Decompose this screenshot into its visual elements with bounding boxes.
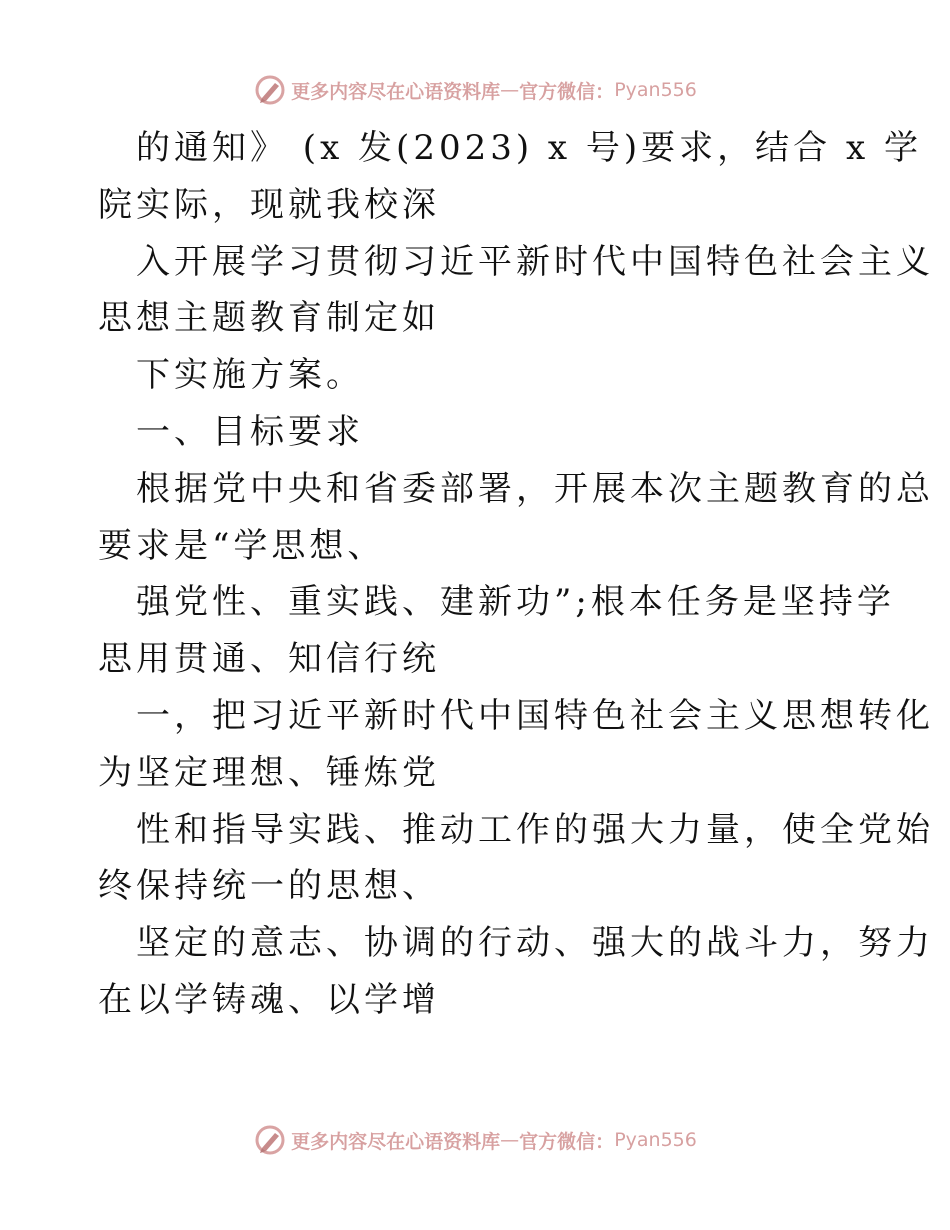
body-line: 坚定的意志、协调的行动、强大的战斗力，努力	[136, 923, 934, 964]
section-heading: 一、目标要求	[136, 411, 364, 452]
footer-watermark	[0, 1120, 950, 1160]
watermark-wechat-id: Pyan556	[614, 79, 697, 101]
body-line: 强党性、重实践、建新功”;根本任务是坚持学	[136, 582, 895, 623]
watermark-wechat-label: 官方微信：	[519, 80, 615, 103]
body-line: 下实施方案。	[136, 355, 364, 396]
watermark-wechat-label: 官方微信：	[519, 1130, 615, 1153]
pen-logo-icon	[253, 1123, 287, 1157]
body-line: 根据党中央和省委部署，开展本次主题教育的总	[136, 468, 934, 509]
body-line: 在以学铸魂、以学增	[98, 979, 440, 1020]
body-line: 终保持统一的思想、	[98, 866, 440, 907]
body-line: 入开展学习贯彻习近平新时代中国特色社会主义	[136, 241, 934, 282]
body-line: 思用贯通、知信行统	[98, 639, 440, 680]
header-watermark	[0, 70, 950, 110]
body-line: 思想主题教育制定如	[98, 298, 440, 339]
document-body	[98, 120, 934, 1029]
watermark-dash: —	[500, 1129, 520, 1151]
pen-logo-icon	[253, 73, 287, 107]
watermark-wechat-id: Pyan556	[614, 1129, 697, 1151]
watermark-main-text: 更多内容尽在心语资料库	[291, 80, 501, 103]
watermark-main-text: 更多内容尽在心语资料库	[291, 1130, 501, 1153]
body-line: 的通知》 (x 发(2023) x 号)要求，结合 x 学	[136, 128, 922, 168]
body-line: 院实际，现就我校深	[98, 184, 440, 225]
body-line: 要求是“学思想、	[98, 525, 386, 566]
body-line: 为坚定理想、锤炼党	[98, 752, 440, 793]
watermark-dash: —	[500, 79, 520, 101]
body-line: 性和指导实践、推动工作的强大力量，使全党始	[136, 809, 934, 850]
body-line: 一，把习近平新时代中国特色社会主义思想转化	[136, 695, 934, 736]
